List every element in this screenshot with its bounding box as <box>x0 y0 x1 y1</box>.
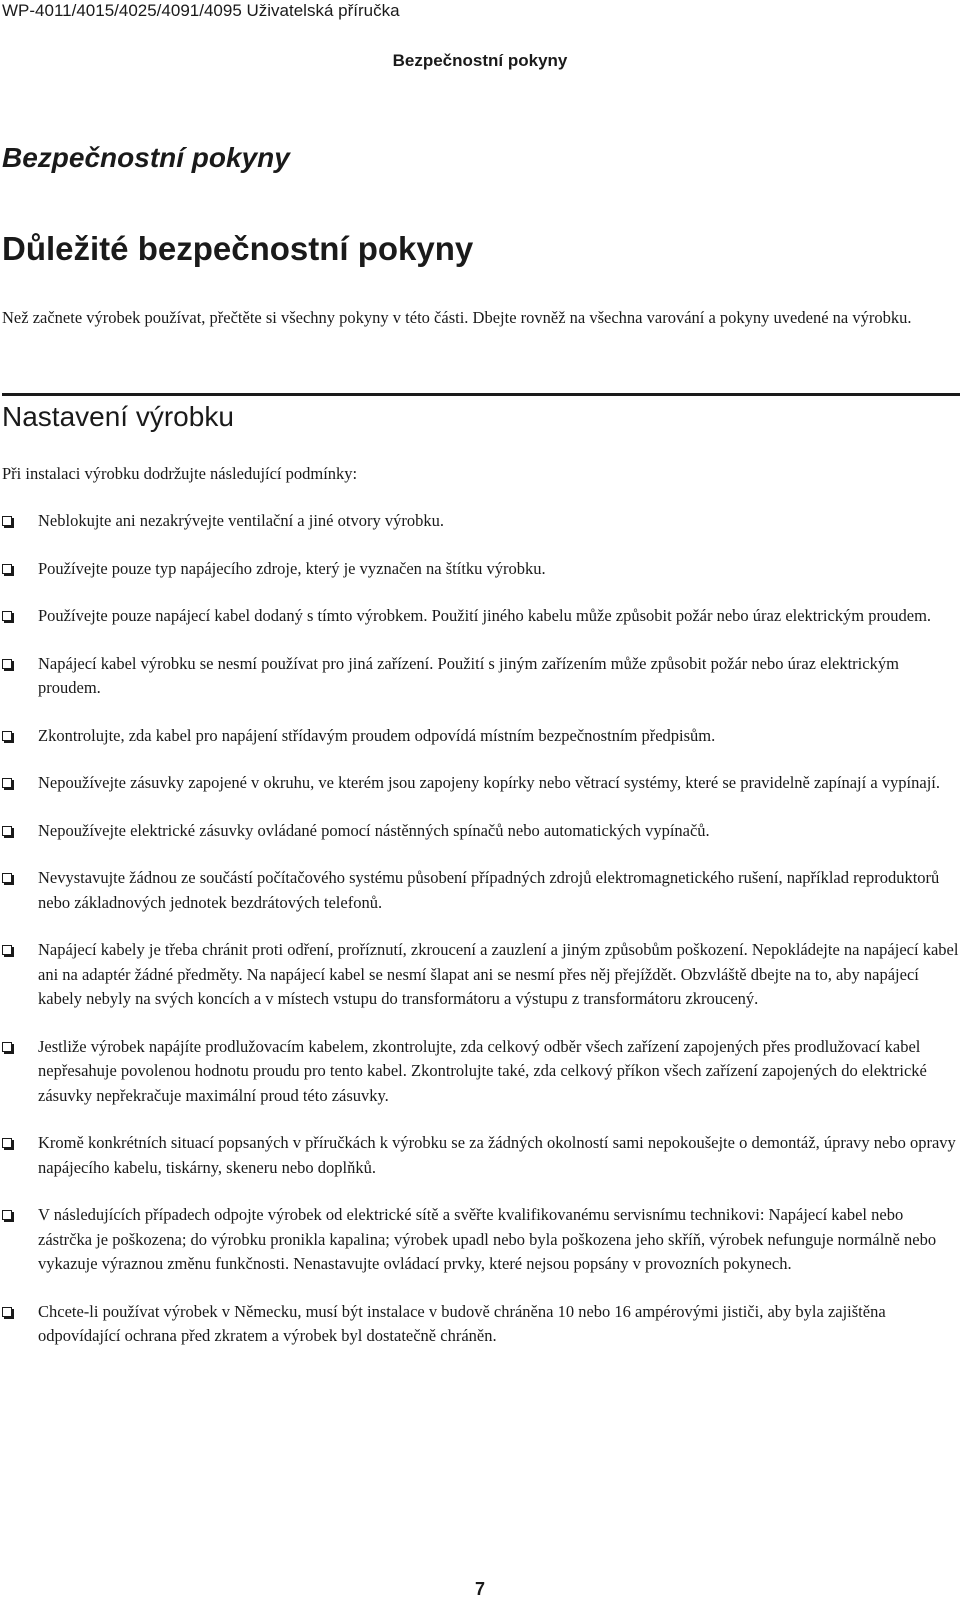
list-item <box>2 724 960 749</box>
checkbox-bullet-icon <box>2 1210 12 1220</box>
list-item-text: Používejte pouze napájecí kabel dodaný s tímto výrobkem. Použití jiného kabelu může způsobit požár nebo úraz elektrickým proudem. <box>38 606 932 625</box>
list-item <box>2 1203 960 1277</box>
safety-list <box>2 509 960 1372</box>
checkbox-bullet-icon <box>2 873 12 883</box>
list-item-text: Nevystavujte žádnou ze součástí počítačového systému působení případných zdrojů elektromagnetického rušení, například reproduktorů nebo základnových jednotek bezdrátových telefonů. <box>38 868 940 912</box>
subsection-lead: Při instalaci výrobku dodržujte následující podmínky: <box>2 464 358 483</box>
checkbox-bullet-icon <box>2 826 12 836</box>
running-section-title: Bezpečnostní pokyny <box>392 51 568 70</box>
checkbox-bullet-icon <box>2 778 12 788</box>
list-item-text: Neblokujte ani nezakrývejte ventilační a jiné otvory výrobku. <box>38 511 444 530</box>
list-item <box>2 1131 960 1180</box>
checkbox-bullet-icon <box>2 611 12 621</box>
list-item-text: Napájecí kabely je třeba chránit proti odření, proříznutí, zkroucení a zauzlení a jiným způsobům poškození. Nepokládejte na napájecí kabel ani na adaptér žádné předměty. Na napájecí kabel se nesmí šlapat ani se nesmí přes něj přejíždět. Obzvláště dbejte na to, aby napájecí kabely nebyly na svých koncích a v místech vstupu do transformátoru a výstupu z transformátoru zkroucený. <box>38 940 959 1008</box>
intro-paragraph: Než začnete výrobek používat, přečtěte si všechny pokyny v této části. Dbejte rovněž na všechna varování a pokyny uvedené na výrobku. <box>2 308 912 327</box>
section-title: Důležité bezpečnostní pokyny <box>2 230 474 267</box>
running-header: WP-4011/4015/4025/4091/4095 Uživatelská příručka <box>2 1 400 20</box>
list-item-text: Chcete-li používat výrobek v Německu, musí být instalace v budově chráněna 10 nebo 16 ampérovými jističi, aby byla zajištěna odpovídající ochrana před zkratem a výrobek byl dostatečně chráněn. <box>38 1301 886 1345</box>
checkbox-bullet-icon <box>2 564 12 574</box>
page-number: 7 <box>474 1579 485 1599</box>
list-item-text: V následujících případech odpojte výrobek od elektrické sítě a svěřte kvalifikovanému servisnímu technikovi: Napájecí kabel nebo zástrčka je poškozena; do výrobku pronikla kapalina; výrobek upadl nebo byla poškozena jeho skříň, výrobek nefunguje normálně nebo vykazuje výraznou změnu funkčnosti. Nenastavujte ovládací prvky, které nejsou popsány v provozních pokynech. <box>38 1205 937 1273</box>
list-item <box>2 1035 960 1109</box>
checkbox-bullet-icon <box>2 1138 12 1148</box>
list-item <box>2 652 960 701</box>
checkbox-bullet-icon <box>2 1307 12 1317</box>
section-divider <box>2 393 960 396</box>
chapter-title: Bezpečnostní pokyny <box>2 142 290 173</box>
checkbox-bullet-icon <box>2 731 12 741</box>
list-item <box>2 557 960 582</box>
subsection-title: Nastavení výrobku <box>2 401 234 432</box>
list-item <box>2 509 960 534</box>
list-item-text: Napájecí kabel výrobku se nesmí používat pro jiná zařízení. Použití s jiným zařízením může způsobit požár nebo úraz elektrickým proudem. <box>38 653 899 697</box>
checkbox-bullet-icon <box>2 659 12 669</box>
checkbox-bullet-icon <box>2 516 12 526</box>
list-item-text: Nepoužívejte elektrické zásuvky ovládané pomocí nástěnných spínačů nebo automatických vypínačů. <box>38 820 710 840</box>
list-item <box>2 771 960 796</box>
list-item <box>2 938 960 1012</box>
list-item <box>2 866 960 915</box>
checkbox-bullet-icon <box>2 1042 12 1052</box>
checkbox-bullet-icon <box>2 945 12 955</box>
list-item <box>2 604 960 629</box>
list-item-text: Zkontrolujte, zda kabel pro napájení střídavým proudem odpovídá místním bezpečnostním předpisům. <box>38 725 716 745</box>
list-item-text: Používejte pouze typ napájecího zdroje, který je vyznačen na štítku výrobku. <box>38 558 546 578</box>
list-item-text: Jestliže výrobek napájíte prodlužovacím kabelem, zkontrolujte, zda celkový odběr všech zařízení zapojených přes prodlužovací kabel nepřesahuje povolenou hodnotu proudu pro tento kabel. Zkontrolujte také, zda celkový příkon všech zařízení zapojených do elektrické zásuvky nepřekračuje maximální proud této zásuvky. <box>38 1036 927 1105</box>
list-item <box>2 819 960 844</box>
list-item-text: Nepoužívejte zásuvky zapojené v okruhu, ve kterém jsou zapojeny kopírky nebo větrací systémy, které se pravidelně zapínají a vypínají. <box>38 773 940 792</box>
list-item-text: Kromě konkrétních situací popsaných v příručkách k výrobku se za žádných okolností sami nepokoušejte o demontáž, úpravy nebo opravy napájecího kabelu, tiskárny, skeneru nebo doplňků. <box>38 1133 956 1177</box>
list-item <box>2 1300 960 1349</box>
